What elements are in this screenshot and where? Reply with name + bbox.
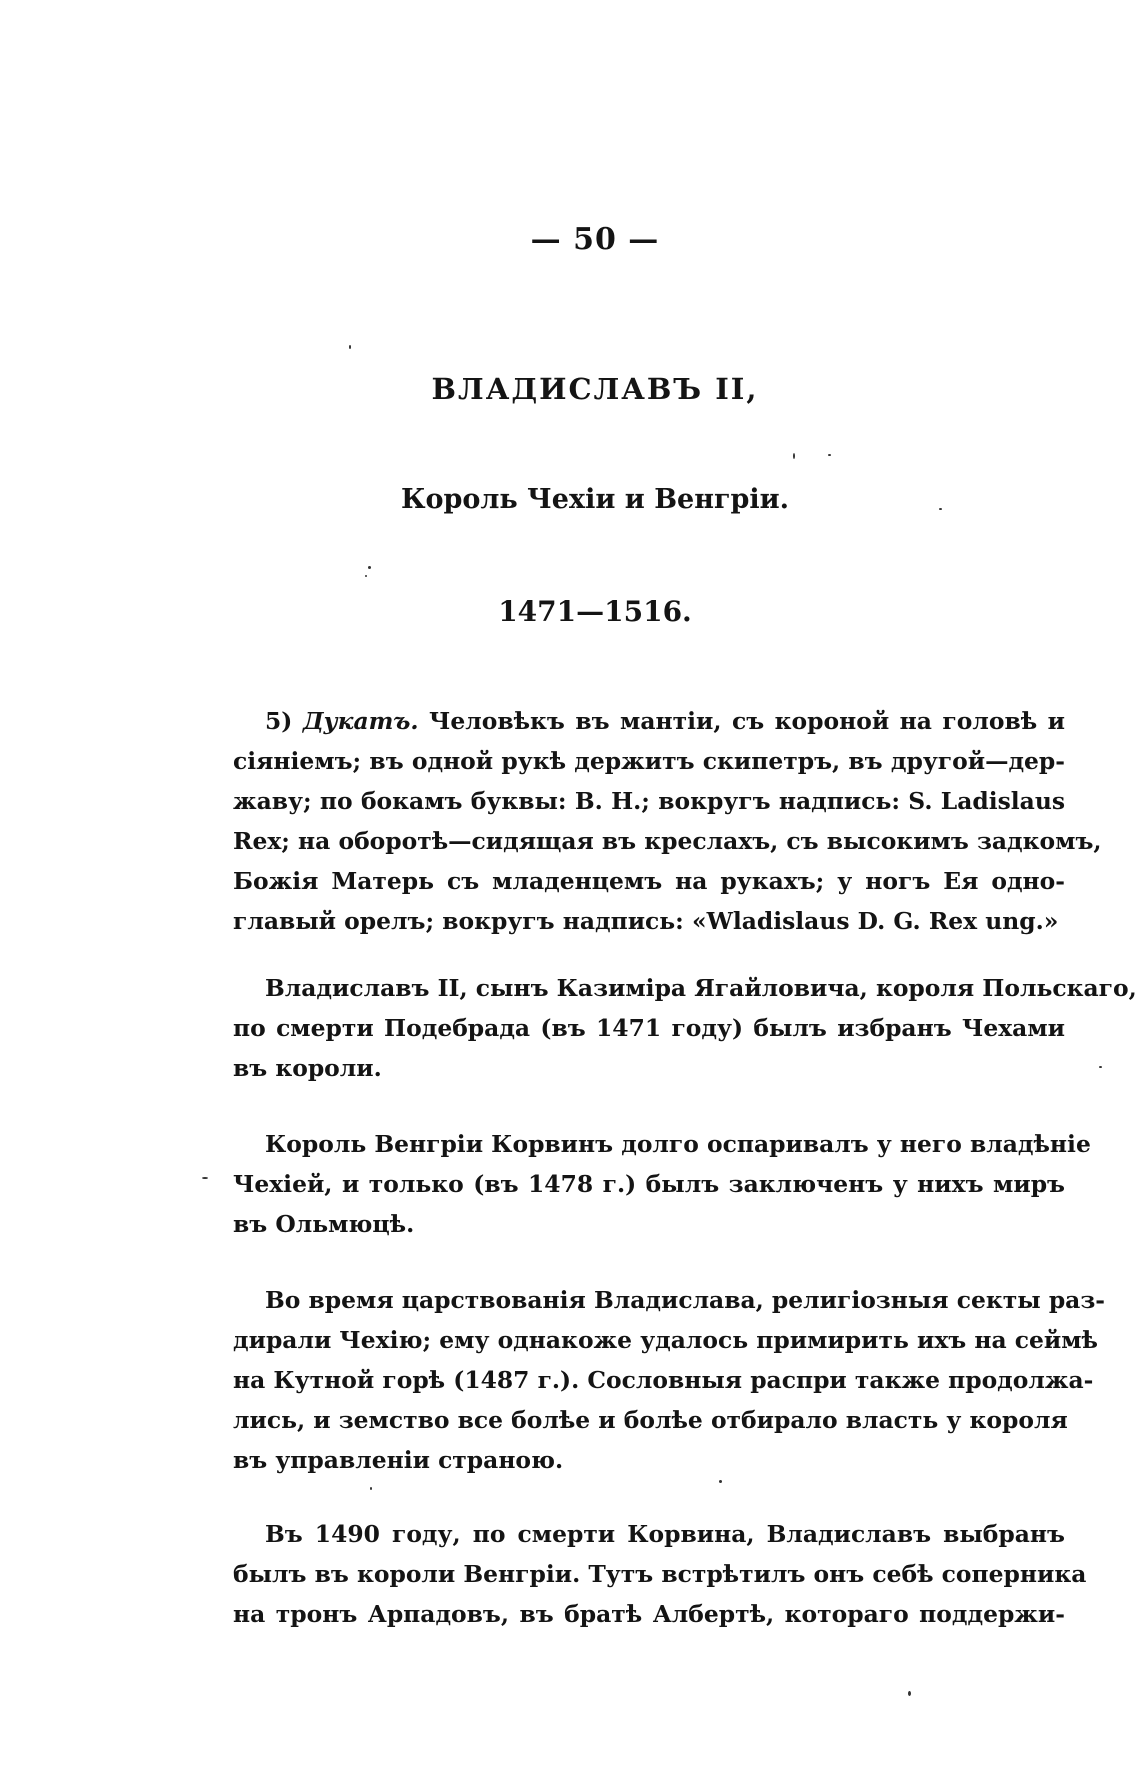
text-line: по смерти Подебрада (въ 1471 году) былъ избранъ Чехами xyxy=(233,1014,1065,1042)
text-line: лись, и земство все болѣе и болѣе отбирало власть у короля xyxy=(233,1406,1068,1434)
scan-speck xyxy=(939,508,942,510)
text-line: главый орелъ; вокругъ надпись: «Wladislaus D. G. Rex ung.» xyxy=(233,907,1059,935)
text-line: Во время царствованія Владислава, религіозныя секты раз- xyxy=(265,1286,1105,1314)
chapter-title: ВЛАДИСЛАВЪ II, xyxy=(431,372,759,406)
page-number: — 50 — xyxy=(530,222,660,257)
text-line: сіяніемъ; въ одной рукѣ держитъ скипетръ, въ другой—дер- xyxy=(233,747,1065,775)
text-line: въ короли. xyxy=(233,1054,382,1082)
coin-label: Дукатъ. xyxy=(302,707,419,735)
text-line: Rex; на оборотѣ—сидящая въ креслахъ, съ высокимъ задкомъ, xyxy=(233,827,1102,855)
scan-speck xyxy=(368,566,371,569)
paragraph-coin-description xyxy=(233,701,1102,941)
paragraph-reign xyxy=(233,1280,1105,1480)
text-line: въ управленіи страною. xyxy=(233,1446,564,1474)
item-number: 5) xyxy=(265,707,303,735)
scan-speck xyxy=(793,453,795,459)
scan-speck xyxy=(1099,1066,1102,1068)
text-line: жаву; по бокамъ буквы: В. Н.; вокругъ надпись: S. Ladislaus xyxy=(233,787,1065,815)
scan-speck xyxy=(828,454,831,456)
text-line: дирали Чехію; ему однакоже удалось примирить ихъ на сеймѣ xyxy=(233,1326,1099,1354)
text-line: Божія Матерь съ младенцемъ на рукахъ; у ногъ Ея одно- xyxy=(233,867,1065,895)
scan-speck xyxy=(365,575,367,577)
scan-speck xyxy=(202,1177,208,1179)
text-line: Владиславъ II, сынъ Казиміра Ягайловича, короля Польскаго, xyxy=(265,974,1137,1002)
text-line: Король Венгріи Корвинъ долго оспаривалъ у него владѣніе xyxy=(265,1130,1091,1158)
text-line-content: Человѣкъ въ мантіи, съ короной на головѣ и xyxy=(418,707,1065,735)
text-line: на Кутной горѣ (1487 г.). Сословныя распри также продолжа- xyxy=(233,1366,1094,1394)
text-line: въ Ольмюцѣ. xyxy=(233,1210,415,1238)
text-line: на тронъ Арпадовъ, въ братѣ Албертѣ, котораго поддержи- xyxy=(233,1600,1065,1628)
scan-speck xyxy=(370,1487,372,1490)
text-line: Чехіей, и только (въ 1478 г.) былъ заключенъ у нихъ миръ xyxy=(233,1170,1065,1198)
reign-dates: 1471—1516. xyxy=(498,595,692,628)
paragraph-election xyxy=(233,968,1137,1088)
paragraph-hungary xyxy=(233,1514,1087,1634)
text-line: Въ 1490 году, по смерти Корвина, Владиславъ выбранъ xyxy=(265,1520,1065,1548)
chapter-subtitle: Король Чехіи и Венгріи. xyxy=(400,484,790,515)
scan-speck xyxy=(349,345,351,349)
paragraph-corvinus xyxy=(233,1124,1091,1244)
text-line: былъ въ короли Венгріи. Тутъ встрѣтилъ онъ себѣ соперника xyxy=(233,1560,1087,1588)
scan-speck xyxy=(719,1480,722,1483)
scan-speck xyxy=(908,1691,911,1696)
text-line xyxy=(233,701,1065,741)
